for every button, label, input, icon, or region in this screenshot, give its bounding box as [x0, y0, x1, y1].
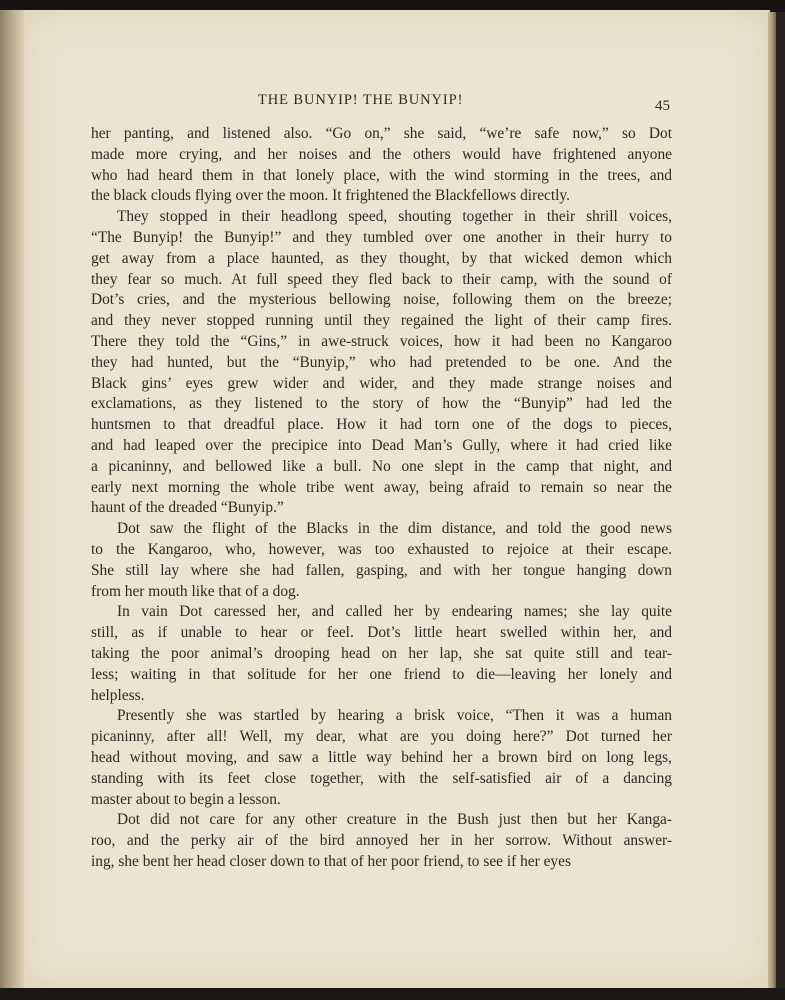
text-line: who had heard them in that lonely place, with the wind storming in the trees, and: [91, 166, 672, 184]
page-number: 45: [655, 98, 670, 114]
text-line: huntsmen to that dreadful place. How it had torn one of the dogs to pieces,: [91, 416, 672, 434]
text-line: Dot did not care for any other creature in the Bush just then but her Kanga-: [117, 811, 672, 829]
text-line: made more crying, and her noises and the others would have frightened anyone: [91, 145, 672, 163]
text-line: the black clouds flying over the moon. It frightened the Blackfellows directly.: [91, 187, 570, 205]
body-text: [91, 124, 672, 873]
text-line: In vain Dot caressed her, and called her by endearing names; she lay quite: [117, 603, 672, 621]
text-line: and had leaped over the precipice into Dead Man’s Gully, where it had cried like: [91, 436, 672, 454]
text-line: roo, and the perky air of the bird annoyed her in her sorrow. Without answer-: [91, 832, 672, 850]
text-line: Black gins’ eyes grew wider and wider, and they made strange noises and: [91, 374, 672, 392]
paragraph: [91, 602, 672, 706]
text-line: from her mouth like that of a dog.: [91, 582, 300, 600]
text-line: get away from a place haunted, as they thought, by that wicked demon which: [91, 249, 672, 267]
text-line: to the Kangaroo, who, however, was too exhausted to rejoice at their escape.: [91, 540, 672, 558]
text-line: “The Bunyip! the Bunyip!” and they tumbled over one another in their hurry to: [91, 228, 672, 246]
text-line: they fear so much. At full speed they fled back to their camp, with the sound of: [91, 270, 672, 288]
text-line: and they never stopped running until they regained the light of their camp fires.: [91, 312, 672, 330]
text-line: head without moving, and saw a little way behind her a brown bird on long legs,: [91, 748, 672, 766]
text-line: picaninny, after all! Well, my dear, what are you doing here?” Dot turned her: [91, 728, 672, 746]
text-line: There they told the “Gins,” in awe-struck voices, how it had been no Kangaroo: [91, 332, 672, 350]
book-spine-gutter: [0, 10, 24, 988]
text-line: ing, she bent her head closer down to that of her poor friend, to see if her eyes: [91, 852, 571, 870]
running-head: THE BUNYIP! THE BUNYIP!: [258, 92, 464, 108]
scan-background-bottom: [0, 988, 785, 1000]
paragraph: [91, 706, 672, 810]
text-line: her panting, and listened also. “Go on,” she said, “we’re safe now,” so Dot: [91, 125, 672, 142]
text-line: less; waiting in that solitude for her one friend to die—leaving her lonely and: [91, 665, 672, 683]
text-line: early next morning the whole tribe went away, being afraid to remain so near the: [91, 478, 672, 496]
text-line: She still lay where she had fallen, gasping, and with her tongue hanging down: [91, 561, 672, 579]
text-line: standing with its feet close together, with the self-satisfied air of a dancing: [91, 769, 672, 787]
paragraph: [91, 124, 672, 207]
scan-background-right: [776, 12, 785, 1000]
text-line: Presently she was startled by hearing a brisk voice, “Then it was a human: [117, 707, 672, 725]
text-line: still, as if unable to hear or feel. Dot’s little heart swelled within her, and: [91, 624, 672, 642]
text-line: a picaninny, and bellowed like a bull. No one slept in the camp that night, and: [91, 457, 672, 475]
text-line: they had hunted, but the “Bunyip,” who had pretended to be one. And the: [91, 353, 672, 371]
page-edge-right: [768, 12, 776, 988]
text-line: Dot saw the flight of the Blacks in the dim distance, and told the good news: [117, 520, 672, 538]
paragraph: [91, 810, 672, 872]
text-line: master about to begin a lesson.: [91, 790, 281, 808]
text-line: They stopped in their headlong speed, shouting together in their shrill voices,: [117, 208, 672, 226]
text-line: taking the poor animal’s drooping head on her lap, she sat quite still and tear-: [91, 644, 672, 662]
page-header: [120, 92, 650, 114]
text-line: helpless.: [91, 686, 145, 704]
text-line: Dot’s cries, and the mysterious bellowing noise, following them on the breeze;: [91, 291, 672, 309]
text-line: haunt of the dreaded “Bunyip.”: [91, 499, 284, 517]
paragraph: [91, 207, 672, 519]
paragraph: [91, 519, 672, 602]
text-line: exclamations, as they listened to the story of how the “Bunyip” had led the: [91, 395, 672, 413]
